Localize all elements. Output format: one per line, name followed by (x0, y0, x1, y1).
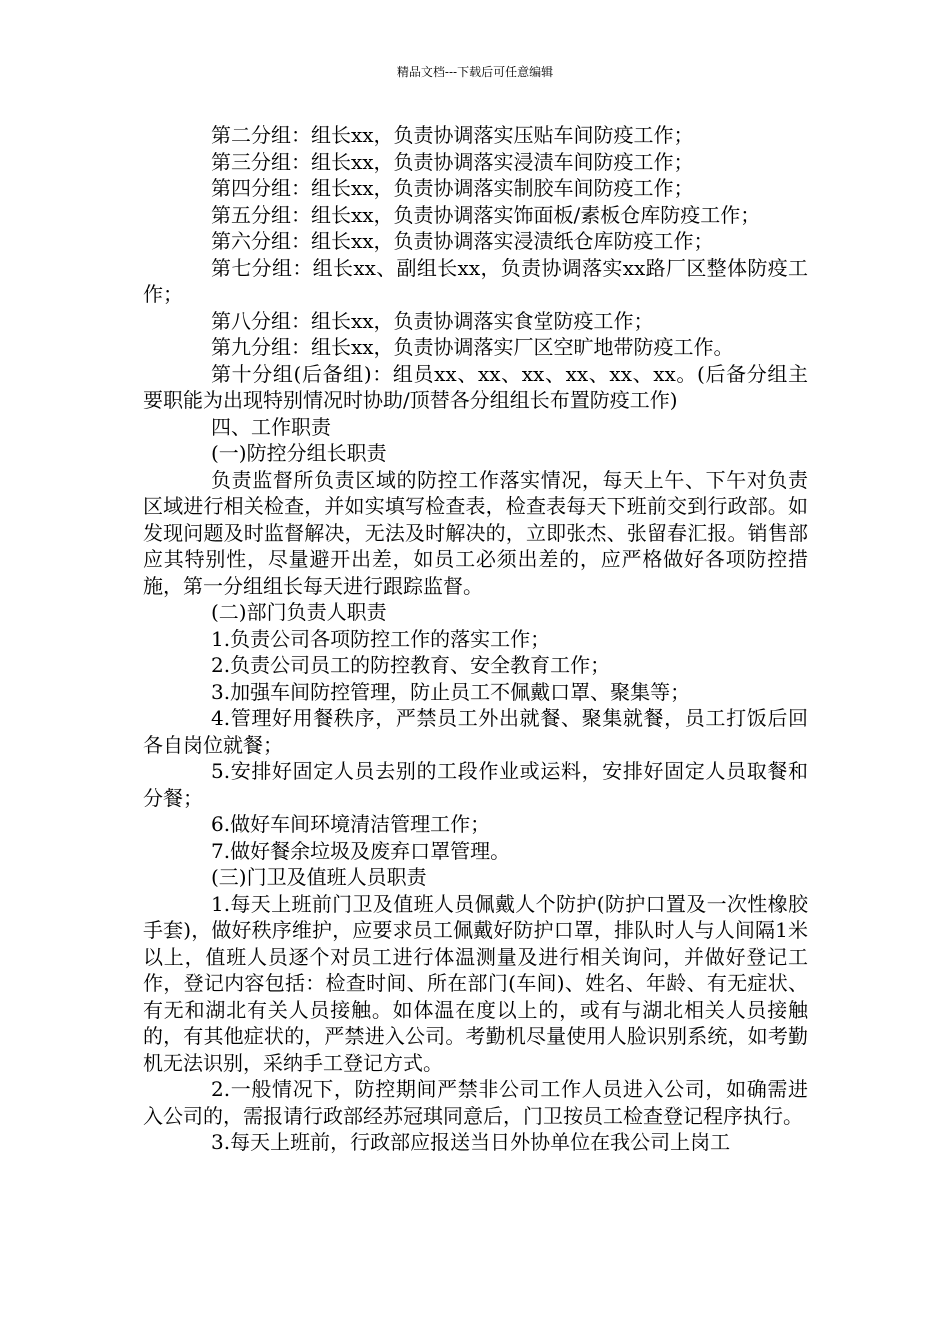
paragraph-group-4: 第四分组：组长xx，负责协调落实制胶车间防疫工作； (211, 176, 694, 200)
paragraph-group-10: 第十分组(后备组)：组员xx、xx、xx、xx、xx、xx。(后备分组主要职能为出现特别情况时协助/顶替各分组组长布置防疫工作) (143, 361, 808, 412)
list-item-guard-1: 1.每天上班前门卫及值班人员佩戴人个防护(防护口置及一次性橡胶手套)，做好秩序维护，应要求员工佩戴好防护口罩，排队时人与人间隔1米以上，值班人员逐个对员工进行体温测量及进行相关询问，并做好登记工作，登记内容包括：检查时间、所在部门(车间)、姓名、年龄、有无症状、有无和湖北有关人员接触。如体温在度以上的，或有与湖北相关人员接触的，有其他症状的，严禁进入公司。考勤机尽量使用人脸识别系统，如考勤机无法识别，采纳手工登记方式。 (143, 891, 808, 1075)
paragraph-group-7: 第七分组：组长xx、副组长xx，负责协调落实xx路厂区整体防疫工作； (143, 255, 808, 306)
list-item-dept-2: 2.负责公司员工的防控教育、安全教育工作； (211, 653, 611, 677)
section-heading-duties: 四、工作职责 (211, 414, 331, 439)
paragraph-group-5: 第五分组：组长xx，负责协调落实饰面板/素板仓库防疫工作； (211, 202, 761, 227)
paragraph-group-6: 第六分组：组长xx，负责协调落实浸渍纸仓库防疫工作； (211, 229, 714, 253)
document-body (143, 122, 808, 1156)
list-item-guard-2: 2.一般情况下，防控期间严禁非公司工作人员进入公司，如确需进入公司的，需报请行政部经苏冠琪同意后，门卫按员工检查登记程序执行。 (143, 1077, 808, 1128)
subsection-heading-group-leader: (一)防控分组长职责 (211, 441, 387, 465)
paragraph-group-3: 第三分组：组长xx，负责协调落实浸渍车间防疫工作； (211, 149, 694, 174)
paragraph-group-leader-duties: 负责监督所负责区域的防控工作落实情况，每天上午、下午对负责区域进行相关检查，并如实填写检查表，检查表每天下班前交到行政部。如发现问题及时监督解决，无法及时解决的，立即张杰、张留春汇报。销售部应其特别性，尽量避开出差，如员工必须出差的，应严格做好各项防控措施，第一分组组长每天进行跟踪监督。 (143, 467, 808, 598)
list-item-dept-7: 7.做好餐余垃圾及废弃口罩管理。 (211, 838, 511, 863)
page-header: 精品文档---下载后可任意编辑 (396, 65, 554, 79)
list-item-dept-4: 4.管理好用餐秩序，严禁员工外出就餐、聚集就餐，员工打饭后回各自岗位就餐； (143, 706, 808, 757)
paragraph-group-2: 第二分组：组长xx，负责协调落实压贴车间防疫工作； (211, 123, 694, 147)
list-item-dept-5: 5.安排好固定人员去别的工段作业或运料，安排好固定人员取餐和分餐； (143, 759, 808, 810)
list-item-guard-3: 3.每天上班前，行政部应报送当日外协单位在我公司上岗工 (211, 1130, 731, 1154)
subsection-heading-guard: (三)门卫及值班人员职责 (211, 865, 427, 889)
paragraph-group-8: 第八分组：组长xx，负责协调落实食堂防疫工作； (211, 308, 654, 333)
subsection-heading-department-head: (二)部门负责人职责 (211, 600, 387, 624)
list-item-dept-6: 6.做好车间环境清洁管理工作； (211, 812, 491, 836)
list-item-dept-3: 3.加强车间防控管理，防止员工不佩戴口罩、聚集等； (211, 679, 691, 704)
paragraph-group-9: 第九分组：组长xx，负责协调落实厂区空旷地带防疫工作。 (211, 335, 734, 359)
list-item-dept-1: 1.负责公司各项防控工作的落实工作； (211, 626, 551, 651)
